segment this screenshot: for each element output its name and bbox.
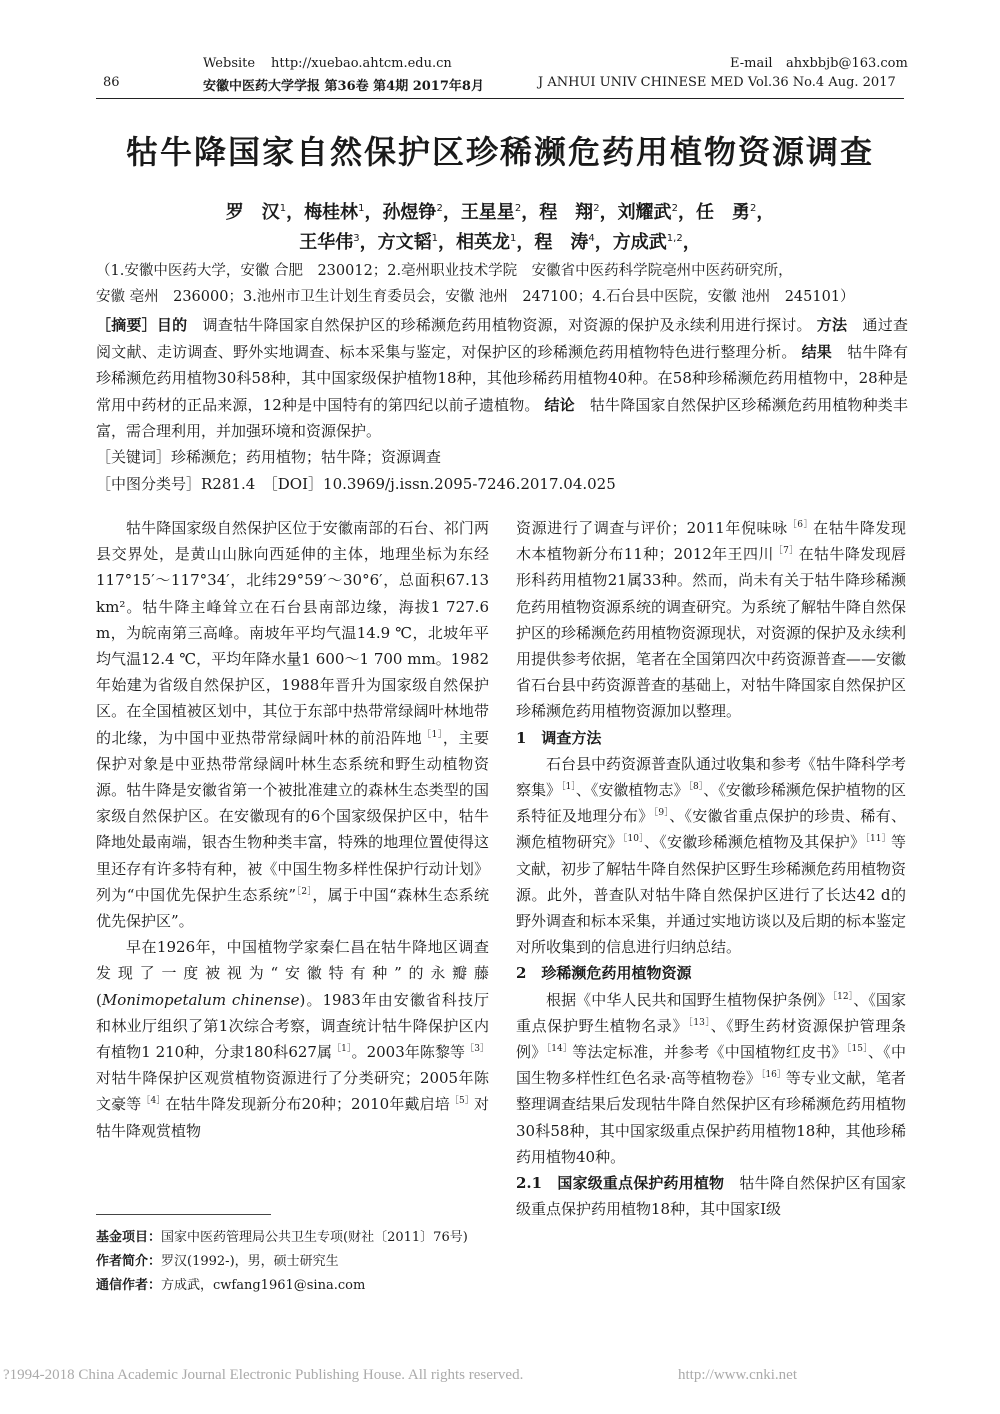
author-affiliation-index: 1 — [279, 203, 287, 214]
keywords-text: 珍稀濒危；药用植物；牯牛降；资源调查 — [171, 448, 442, 466]
conclusion-label: 结论 — [544, 395, 575, 414]
email-address[interactable]: ahxbbjb@163.com — [786, 56, 908, 71]
author-separator: ， — [756, 202, 775, 223]
paragraph: 资源进行了调查与评价；2011年倪味咏$^{[6]}$在牯牛降发现木本植物新分布11种；2012年王四川$^{[7]}$在牯牛降发现唇形科药用植物21属33种。然而，尚未有关于牯牛降珍稀濒危药用植物资源系统的调查研究。为系统了解牯牛降自然保护区的珍稀濒危药用植物资源现状，对资源的保护及永续利用提供参考依据，笔者在全国第四次中药资源普查——安徽省石台县中药资源普查的基础上，对牯牛降国家自然保护区珍稀濒危药用植物资源加以整理。 — [516, 519, 907, 721]
author-name: 相英龙 — [456, 232, 511, 253]
paragraph: 石台县中药资源普查队通过收集和参考《牯牛降科学考察集》$^{[1]}$、《安徽植物志》$^{[8]}$、《安徽珍稀濒危保护植物的区系特征及地理分布》$^{[9]}$、《安徽省重点保护的珍贵、稀有、濒危植物研究》$^{[10]}$、《安徽珍稀濒危植物及其保护》$^{[11]}$等文献，初步了解牯牛降自然保护区野生珍稀濒危药用植物资源。此外，普查队对牯牛降自然保护区进行了长达42 d的野外调查和标本采集，并通过实地访谈以及后期的标本鉴定对所收集到的信息进行归纳总结。 — [516, 754, 907, 957]
citation[interactable]: ［1］ — [561, 782, 576, 793]
abstract — [96, 312, 908, 445]
author-name: 程 翔 — [539, 202, 594, 223]
website-url[interactable]: http://xuebao.ahtcm.edu.cn — [271, 56, 452, 71]
section-heading-2-1: 2.1 国家级重点保护药用植物 — [516, 1174, 725, 1193]
author-affiliation-index: 2 — [671, 203, 678, 214]
clc-label: ［中图分类号］ — [96, 475, 202, 493]
author-affiliation-index: 4 — [588, 233, 595, 244]
author-separator: ， — [521, 202, 540, 223]
journal-title-cn: 安徽中医药大学学报 第36卷 第4期 2017年8月 — [203, 79, 484, 94]
citation[interactable]: ［7］ — [773, 546, 799, 557]
website-label: Website — [203, 56, 256, 71]
affiliations — [96, 258, 904, 310]
author-separator: ， — [594, 232, 613, 253]
footer-url[interactable]: http://www.cnki.net — [678, 1367, 798, 1383]
author-separator: ， — [286, 202, 305, 223]
author-line-1 — [0, 198, 1000, 224]
footnote-rule — [96, 1214, 271, 1215]
author-name: 王华伟 — [299, 232, 354, 253]
author-separator: ， — [599, 202, 618, 223]
citation[interactable]: ［11］ — [865, 834, 891, 845]
author-affiliation-index: 1 — [510, 233, 517, 244]
author-name: 刘耀武 — [617, 202, 672, 223]
author-separator: ， — [364, 202, 383, 223]
paragraph: 牯牛降国家级自然保护区位于安徽南部的石台、祁门两县交界处，是黄山山脉向西延伸的主体，地理坐标为东经117°15′～117°34′，北纬29°59′～30°6′，总面积67.13 km²。牯牛降主峰耸立在石台县南部边缘，海拔1 727.6 m，为皖南第三高峰。南坡年平均气温14.9 ℃，北坡年平均气温12.4 ℃，平均年降水量1 600～1 700 mm。1982年始建为省级自然保护区，1988年晋升为国家级自然保护区。在全国植被区划中，其位于东部中热带常绿阔叶林地带的北缘，为中国中亚热带常绿阔叶林的前沿阵地$^{[1]}$，主要保护对象是中亚热带常绿阔叶林生态系统和野生动植物资源。牯牛降是安徽省第一个被批准建立的森林生态类型的国家级自然保护区。在安徽现有的6个国家级保护区中，牯牛降地处最南端，银杏生物种类丰富，特殊的地理位置使得这里还存有许多特有种，被《中国生物多样性保护行动计划》列为“中国优先保护生态系统”$^{[2]}$，属于中国“森林生态系统优先保护区”。 — [96, 519, 490, 931]
section-heading-1: 1 调查方法 — [516, 728, 602, 747]
author-line-2 — [0, 228, 1000, 254]
author-affiliation-index: 3 — [353, 233, 360, 244]
method-label: 方法 — [816, 316, 848, 334]
result-text: 牯牛降有珍稀濒危药用植物30科58种，其中国家级保护植物18种，其他珍稀药用植物40种。在58种珍稀濒危药用植物中，28种是常用中药材的正品来源，12种是中国特有的第四纪以前孑遗植物。 — [96, 342, 908, 414]
author-separator: ， — [516, 232, 535, 253]
footnote-author: 作者简介：罗汉(1992-)，男，硕士研究生 — [96, 1254, 339, 1269]
author-separator: ， — [438, 232, 457, 253]
citation[interactable]: ［15］ — [846, 1044, 868, 1055]
email-label: E-mail — [730, 56, 773, 71]
citation[interactable]: ［12］ — [832, 991, 854, 1002]
citation[interactable]: ［16］ — [760, 1070, 786, 1081]
header-rule — [96, 98, 904, 99]
author-separator: ， — [682, 232, 701, 253]
author-name: 方文韬 — [377, 232, 432, 253]
section-heading-2: 2 珍稀濒危药用植物资源 — [516, 964, 692, 983]
affiliation-line: （1.安徽中医药大学，安徽 合肥 230012；2.亳州职业技术学院 安徽省中医药科学院亳州中医药研究所， — [96, 263, 793, 279]
citation[interactable]: ［1］ — [422, 729, 443, 740]
citation[interactable]: ［8］ — [688, 782, 704, 793]
journal-title-en: J ANHUI UNIV CHINESE MED Vol.36 No.4 Aug. 2017 — [538, 75, 896, 90]
author-separator: ， — [442, 202, 461, 223]
latin-name: Monimopetalum chinense — [101, 990, 300, 1009]
author-affiliation-index: 1,2 — [666, 233, 683, 244]
footer-copyright: ?1994-2018 China Academic Journal Electronic Publishing House. All rights reserved. — [3, 1367, 524, 1383]
citation[interactable]: ［2］ — [296, 886, 313, 897]
corresponding-label: 通信作者： — [96, 1278, 162, 1293]
citation[interactable]: ［10］ — [622, 834, 644, 845]
classification — [96, 473, 904, 494]
author-name: 王星星 — [460, 202, 515, 223]
author-name: 方成武 — [612, 232, 667, 253]
keywords — [96, 446, 904, 467]
affiliation-line: 安徽 亳州 236000；3.池州市卫生计划生育委员会，安徽 池州 247100；4.石台县中医院，安徽 池州 245101） — [96, 289, 855, 305]
author-separator: ， — [359, 232, 378, 253]
paper-title: 牯牛降国家自然保护区珍稀濒危药用植物资源调查 — [125, 133, 874, 171]
paragraph: 2.1 国家级重点保护药用植物 牯牛降自然保护区有国家级重点保护药用植物18种，其中国家Ⅰ级 — [516, 1174, 906, 1219]
author-affiliation-index: 1 — [431, 233, 439, 244]
conclusion-text: 牯牛降国家自然保护区珍稀濒危药用植物种类丰富，需合理利用，并加强环境和资源保护。 — [96, 395, 908, 440]
footnote-corresponding: 通信作者：方成武，cwfang1961@sina.com — [96, 1278, 366, 1293]
body-left-column — [96, 515, 489, 1144]
body-right-column — [516, 515, 906, 1222]
author-name: 罗 汉 — [225, 202, 280, 223]
doi-value[interactable]: 10.3969/j.issn.2095-7246.2017.04.025 — [323, 475, 616, 493]
paragraph: 早在1926年，中国植物学家秦仁昌在牯牛降地区调查发现了一度被视为“安徽特有种”的永瓣藤(Monimopetalum chinense)。1983年由安徽省科技厅和林业厅组织了第1次综合考察，调查统计牯牛降保护区内有植物1 210种，分隶180科627属$^{[1]}$。2003年陈黎等$^{[3]}$对牯牛降保护区观赏植物资源进行了分类研究；2005年陈文豪等$^{[4]}$在牯牛降发现新分布20种；2010年戴启培$^{[5]}$对牯牛降观赏植物 — [96, 938, 489, 1140]
page-number: 86 — [103, 75, 120, 90]
author-affiliation-index: 2 — [593, 203, 600, 214]
author-affiliation-index: 2 — [514, 203, 522, 214]
result-label: 结果 — [801, 342, 833, 361]
author-affiliation-index: 2 — [436, 203, 443, 214]
objective-text: 调查牯牛降国家自然保护区的珍稀濒危药用植物资源，对资源的保护及永续利用进行探讨。 — [202, 316, 812, 334]
author-name: 梅桂林 — [304, 202, 359, 223]
author-name: 程 涛 — [534, 232, 589, 253]
citation[interactable]: ［3］ — [465, 1044, 489, 1055]
citation[interactable]: ［1］ — [332, 1044, 352, 1055]
doi-label: ［DOI］ — [270, 475, 324, 493]
author-affiliation-index: 1 — [358, 203, 365, 214]
method-text: 通过查阅文献、走访调查、野外实地调查、标本采集与鉴定，对保护区的珍稀濒危药用植物特色进行整理分析。 — [96, 316, 908, 361]
keywords-label: ［关键词］ — [96, 448, 172, 466]
author-affiliation-index: 2 — [749, 203, 757, 214]
citation[interactable]: ［6］ — [787, 520, 814, 530]
paragraph: 根据《中华人民共和国野生植物保护条例》$^{[12]}$、《国家重点保护野生植物名录》$^{[13]}$、《野生药材资源保护管理条例》$^{[14]}$等法定标准，并参考《中国植物红皮书》$^{[15]}$、《中国生物多样性红色名录·高等植物卷》$^{[16]}$等专业文献，笔者整理调查结果后发现牯牛降自然保护区有珍稀濒危药用植物30科58种，其中国家级重点保护药用植物18种，其他珍稀药用植物40种。 — [516, 990, 907, 1166]
citation[interactable]: ［4］ — [141, 1096, 166, 1107]
citation[interactable]: ［5］ — [449, 1096, 474, 1107]
author-name: 任 勇 — [695, 202, 750, 223]
author-separator: ， — [677, 202, 696, 223]
author-bio-label: 作者简介： — [96, 1254, 162, 1269]
clc-code: R281.4 — [201, 475, 256, 493]
author-name: 孙煜铮 — [382, 202, 437, 223]
citation[interactable]: ［14］ — [546, 1044, 573, 1055]
fund-label: 基金项目： — [96, 1230, 162, 1245]
abstract-label: ［摘要］ — [96, 316, 157, 334]
citation[interactable]: ［13］ — [688, 1017, 711, 1028]
citation[interactable]: ［9］ — [653, 808, 670, 819]
footnote-fund: 基金项目：国家中医药管理局公共卫生专项(财社〔2011〕76号) — [96, 1230, 468, 1245]
objective-label: 目的 — [156, 316, 188, 334]
